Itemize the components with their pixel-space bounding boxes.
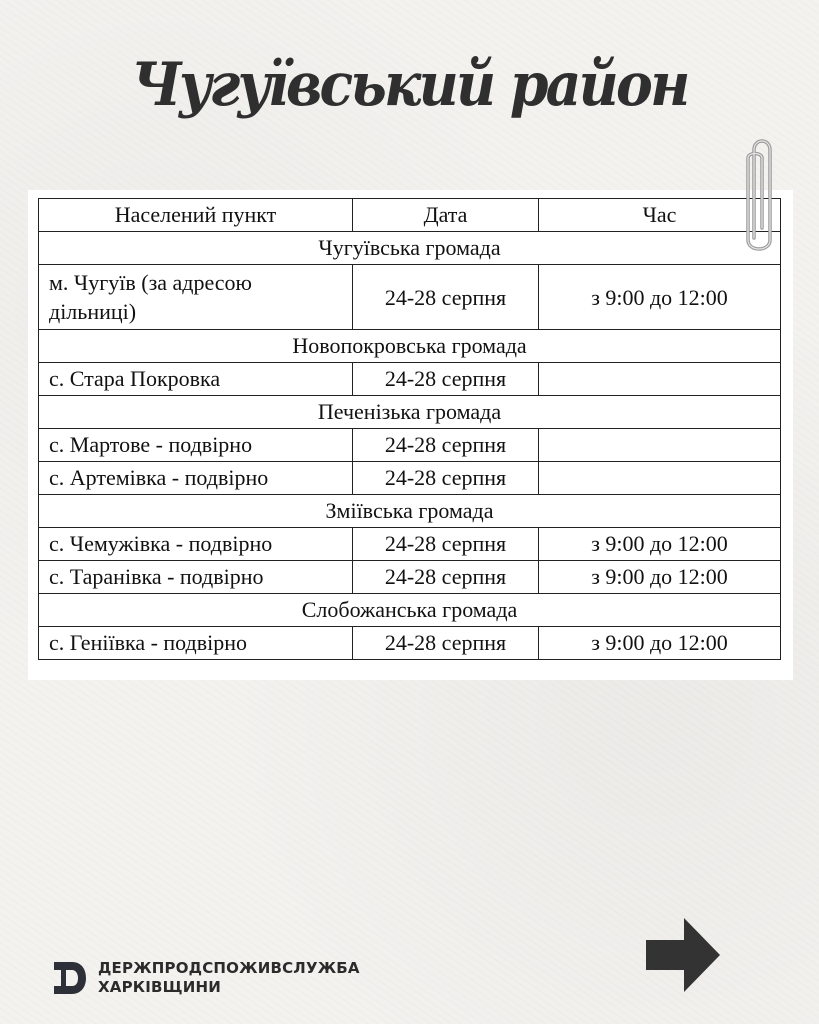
group-row — [39, 396, 781, 429]
cell-place: с. Чемужівка - подвірно — [39, 528, 353, 561]
group-label: Новопокровська громада — [39, 330, 781, 363]
cell-place: м. Чугуїв (за адресою дільниці) — [39, 265, 353, 330]
cell-time: з 9:00 до 12:00 — [539, 561, 781, 594]
cell-time — [539, 429, 781, 462]
cell-time — [539, 363, 781, 396]
cell-date: 24-28 серпня — [353, 265, 539, 330]
table-row — [39, 462, 781, 495]
cell-date: 24-28 серпня — [353, 462, 539, 495]
group-label: Зміївська громада — [39, 495, 781, 528]
cell-place: с. Стара Покровка — [39, 363, 353, 396]
table-row — [39, 528, 781, 561]
table-row — [39, 561, 781, 594]
table-row — [39, 429, 781, 462]
arrow-right-icon[interactable] — [646, 918, 720, 992]
group-row — [39, 495, 781, 528]
cell-date: 24-28 серпня — [353, 363, 539, 396]
cell-place: с. Геніївка - подвірно — [39, 627, 353, 660]
cell-date: 24-28 серпня — [353, 561, 539, 594]
group-row — [39, 594, 781, 627]
table-row — [39, 265, 781, 330]
paperclip-icon — [740, 128, 780, 258]
cell-time: з 9:00 до 12:00 — [539, 265, 781, 330]
cell-place: с. Артемівка - подвірно — [39, 462, 353, 495]
organization-name — [98, 959, 360, 997]
group-label: Слобожанська громада — [39, 594, 781, 627]
group-label: Печенізька громада — [39, 396, 781, 429]
group-label: Чугуївська громада — [39, 232, 781, 265]
header-date: Дата — [353, 199, 539, 232]
cell-time: з 9:00 до 12:00 — [539, 627, 781, 660]
org-line-1: ДЕРЖПРОДСПОЖИВСЛУЖБА — [98, 959, 360, 977]
cell-place: с. Таранівка - подвірно — [39, 561, 353, 594]
cell-date: 24-28 серпня — [353, 429, 539, 462]
table-header-row — [39, 199, 781, 232]
page-title: Чугуївський район — [131, 50, 688, 120]
group-row — [39, 330, 781, 363]
header-place: Населений пункт — [39, 199, 353, 232]
schedule-table — [38, 198, 781, 660]
cell-date: 24-28 серпня — [353, 627, 539, 660]
cell-time — [539, 462, 781, 495]
header-time: Час — [539, 199, 781, 232]
cell-time: з 9:00 до 12:00 — [539, 528, 781, 561]
d-letter-logo-icon — [52, 960, 88, 996]
table-row — [39, 627, 781, 660]
cell-date: 24-28 серпня — [353, 528, 539, 561]
cell-place: с. Мартове - подвірно — [39, 429, 353, 462]
org-line-2: ХАРКІВЩИНИ — [98, 978, 221, 996]
group-row — [39, 232, 781, 265]
table-row — [39, 363, 781, 396]
